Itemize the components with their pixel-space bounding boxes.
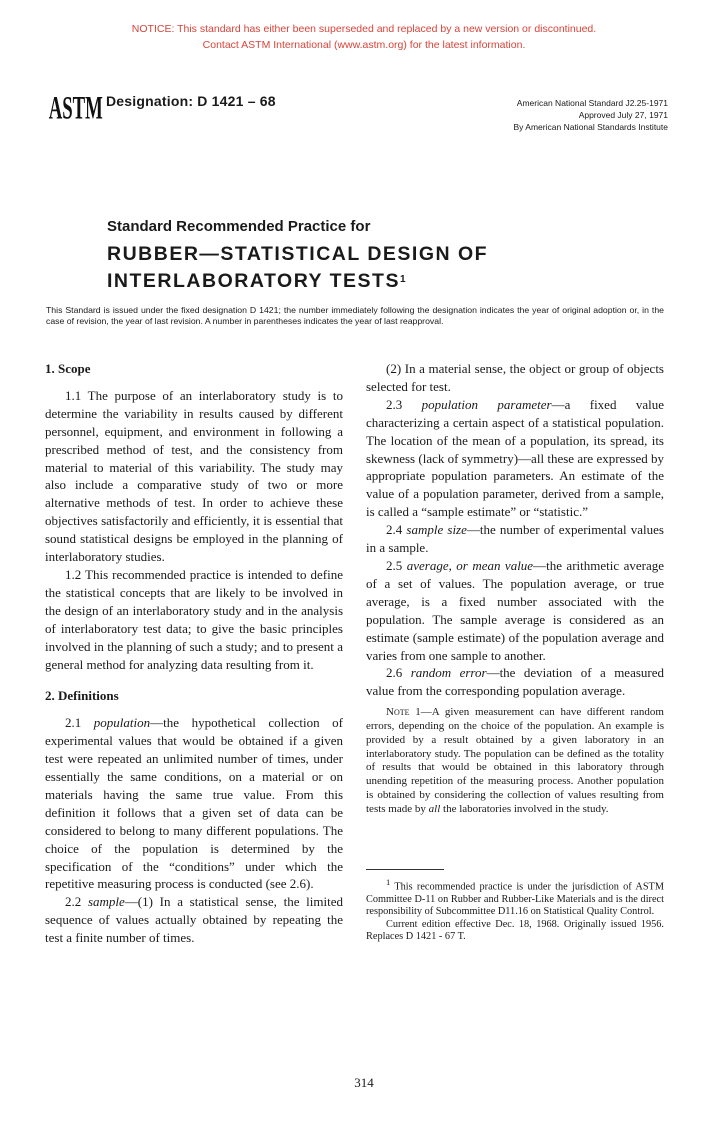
title-line-2 bbox=[107, 268, 488, 295]
note-1-emphasis: all bbox=[428, 802, 441, 815]
footnote-1-text: This recommended practice is under the jurisdiction of ASTM Committee D-11 on Rubber and Rubber-Like Materials and is the direct responsibility of Subcommittee D11.16 on Statistical Quality Control. bbox=[366, 881, 664, 918]
section-1-heading: 1. Scope bbox=[45, 361, 91, 376]
term-sample-size: sample size bbox=[406, 522, 467, 538]
paragraph-2-2-text: —(1) In a statistical sense, the limited sequence of values actually obtained by repeating the test a finite number of times. bbox=[45, 894, 343, 946]
paragraph-2-1-number: 2.1 bbox=[65, 715, 82, 731]
left-column bbox=[45, 360, 343, 947]
paragraph-2-4-text: —the number of experimental values in a sample. bbox=[366, 522, 664, 556]
paragraph-2-3 bbox=[366, 396, 664, 521]
paragraph-2-2-part-2: (2) In a material sense, the object or group of objects selected for test. bbox=[366, 361, 664, 394]
paragraph-2-4 bbox=[366, 521, 664, 557]
paragraph-2-3-number: 2.3 bbox=[386, 396, 403, 412]
paragraph-2-5-text: —the arithmetic average of a set of values. The population average, or true average, is a fixed number associated with the population. The sample average is considered as an estimate (sample estimate) of the population average and varies from one sample to another. bbox=[366, 557, 664, 663]
title-line-2-text: INTERLABORATORY TESTS bbox=[107, 270, 400, 292]
note-1-end: the laboratories involved in the study. bbox=[440, 802, 609, 815]
ansi-approver: By American National Standards Institute bbox=[513, 122, 668, 132]
footnote-edition: Current edition effective Dec. 18, 1968. Originally issued 1956. Replaces D 1421 - 67 T. bbox=[366, 918, 664, 943]
paragraph-2-2 bbox=[45, 893, 343, 947]
paragraph-2-2-number: 2.2 bbox=[65, 894, 82, 910]
title-kind: Standard Recommended Practice for bbox=[107, 218, 371, 235]
paragraph-2-6-number: 2.6 bbox=[386, 665, 403, 681]
paragraph-2-5 bbox=[366, 557, 664, 664]
notice-banner bbox=[0, 21, 728, 53]
term-random-error: random error bbox=[410, 665, 487, 681]
section-2-heading: 2. Definitions bbox=[45, 688, 119, 704]
paragraph-2-6 bbox=[366, 664, 664, 700]
term-sample: sample bbox=[87, 894, 125, 910]
right-column bbox=[366, 360, 664, 944]
document-title bbox=[107, 218, 488, 295]
footnote-divider bbox=[366, 869, 444, 870]
note-1-text: —A given measurement can have different random errors, depending on the choice of the population. An example is provided by a result obtained by a given laboratory in an interlaboratory study. The population can be defined as the totality of results that would be obtained in this laboratory through unending repetition of the measuring process. Another population is obtained by considering the collection of values resulting from tests made by bbox=[366, 706, 664, 815]
paragraph-2-1-text: —the hypothetical collection of experimental values that would be obtained if a given test were repeated an unlimited number of times, under essentially the same conditions, on a material or on materials having the same true value. From this definition it follows that a given set of data can be considered to belong to many different populations. The choice of the population is determined by the specification of the “conditions” under which the repetitive measuring process is conducted (see 2.6). bbox=[45, 715, 343, 892]
paragraph-2-3-text: —a fixed value characterizing a certain aspect of a statistical population. The location of the mean of a population, its spread, its skewness (lack of symmetry)—all these are expressed by appropriate population parameters. An estimate of the value of a population parameter, derived from a sample, is called a “sample estimate” or “statistic.” bbox=[366, 396, 664, 520]
paragraph-2-5-number: 2.5 bbox=[386, 557, 403, 573]
term-population: population bbox=[93, 715, 151, 731]
note-1 bbox=[366, 706, 664, 816]
ansi-standard: American National Standard J2.25-1971 bbox=[516, 98, 668, 108]
page-number: 314 bbox=[354, 1075, 374, 1090]
designation: Designation: D 1421 – 68 bbox=[106, 93, 276, 109]
ansi-approval bbox=[514, 97, 669, 133]
title-line-1: RUBBER—STATISTICAL DESIGN OF bbox=[107, 243, 489, 265]
paragraph-2-4-number: 2.4 bbox=[386, 522, 403, 538]
notice-line-2: Contact ASTM International (www.astm.org) for the latest information. bbox=[202, 39, 526, 51]
title-footnote-mark: 1 bbox=[399, 274, 406, 285]
notice-line-1: NOTICE: This standard has either been superseded and replaced by a new version or discontinued. bbox=[131, 23, 597, 35]
footnote-1-mark: 1 bbox=[386, 876, 391, 887]
footnote-1 bbox=[366, 876, 664, 919]
svg-text:ASTM: ASTM bbox=[48, 89, 103, 127]
paragraph-1-1: 1.1 The purpose of an interlaboratory study is to determine the variability in results caused by different personnel, equipment, and environment in following a prescribed method of test, and the consistency from material to material of this variability. The study may also include a comparative study of two or more alternative methods of test. In order to achieve these objectives satisfactorily and efficiently, it is essential that sound statistical designs be employed in the planning of interlaboratory studies. bbox=[45, 387, 343, 565]
paragraph-1-2: 1.2 This recommended practice is intended to define the statistical concepts that are likely to be involved in the design of an interlaboratory study and in the analysis of interlaboratory test data; to give the basic principles involved in the planning of such a study; and to present a general method for analyzing data resulting from it. bbox=[45, 566, 343, 672]
astm-logo-icon bbox=[48, 80, 103, 127]
term-population-parameter: population parameter bbox=[421, 396, 552, 412]
paragraph-2-1 bbox=[45, 714, 343, 893]
issuance-note: This Standard is issued under the fixed designation D 1421; the number immediately following the designation indicates the year of original adoption or, in the case of revision, the year of last revision. A number in parentheses indicates the year of last reapproval. bbox=[46, 305, 664, 326]
term-average: average, or mean value bbox=[406, 557, 534, 573]
ansi-approved-date: Approved July 27, 1971 bbox=[578, 110, 668, 120]
paragraph-2-6-text: —the deviation of a measured value from the corresponding population average. bbox=[366, 665, 664, 699]
note-1-label: Note 1 bbox=[386, 706, 421, 719]
